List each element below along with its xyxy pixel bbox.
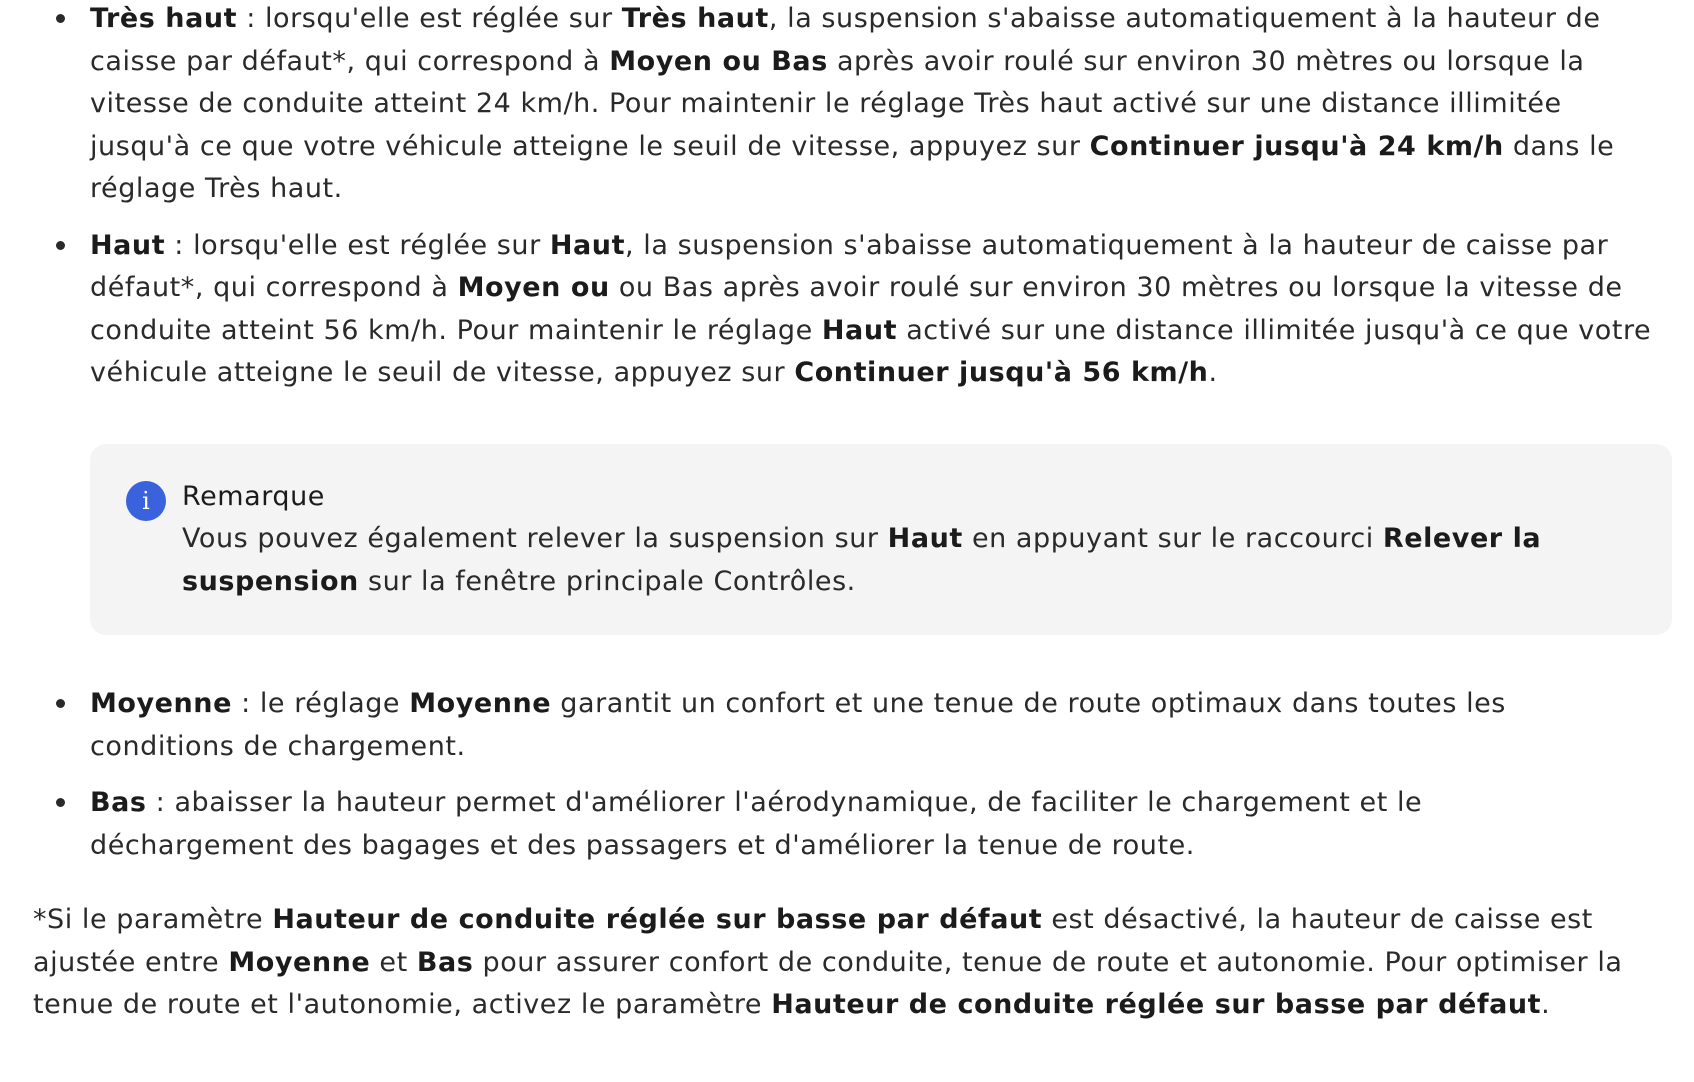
footnote bbox=[33, 899, 1673, 1027]
text-segment: sur la fenêtre principale Contrôles. bbox=[358, 565, 856, 597]
text-segment: garantit un confort et une tenue de route optimaux dans toutes les conditions de chargement. bbox=[90, 688, 1506, 762]
text-segment: ou Bas après avoir roulé sur environ 30 mètres ou lorsque la vitesse de conduite atteint 56 km/h. Pour maintenir le réglage bbox=[90, 272, 1623, 346]
text-segment: , la suspension s'abaisse automatiquement à la hauteur de caisse par défaut*, qui correspond à bbox=[90, 3, 1601, 77]
bold-segment: Bas bbox=[416, 946, 474, 978]
bold-segment: Continuer jusqu'à 56 km/h bbox=[794, 357, 1209, 388]
bold-segment: Hauteur de conduite réglée sur basse par défaut bbox=[771, 989, 1542, 1020]
note-callout bbox=[90, 444, 1672, 635]
bold-segment: Haut bbox=[887, 523, 963, 554]
bold-segment: Continuer jusqu'à 24 km/h bbox=[1089, 130, 1504, 162]
text-segment: est désactivé, la hauteur de caisse est ajustée entre bbox=[33, 904, 1593, 978]
text-segment: . bbox=[1541, 989, 1551, 1020]
list-item-tres-haut bbox=[0, 0, 1655, 211]
suspension-modes-list bbox=[0, 0, 1655, 395]
text-segment: : lorsqu'elle est réglée sur bbox=[165, 229, 550, 261]
text-segment: *Si le paramètre bbox=[33, 904, 273, 935]
text-segment: activé sur une distance illimitée jusqu'à ce que votre véhicule atteigne le seuil de vitesse, appuyez sur bbox=[90, 314, 1652, 388]
bold-segment: Relever la suspension bbox=[182, 523, 1542, 597]
note-body bbox=[182, 518, 1642, 603]
bold-segment: Moyenne bbox=[409, 688, 552, 719]
bold-segment: Moyen ou bbox=[457, 272, 610, 303]
text-segment: . bbox=[1208, 357, 1218, 388]
note-title: Remarque bbox=[182, 481, 325, 512]
text-segment: : le réglage bbox=[231, 688, 410, 719]
text-segment: dans le réglage Très haut. bbox=[90, 130, 1615, 204]
text-segment: Vous pouvez également relever la suspension sur bbox=[182, 523, 888, 554]
term-bas: Bas bbox=[90, 787, 147, 818]
text-segment: après avoir roulé sur environ 30 mètres ou lorsque la vitesse de conduite atteint 24 km/h. Pour maintenir le réglage Très haut activé sur une distance illimitée jusqu'à ce que votre véhicule atteigne le seuil de vitesse, appuyez sur bbox=[90, 45, 1585, 162]
bold-segment: Moyen ou Bas bbox=[609, 45, 828, 77]
term-haut: Haut bbox=[90, 229, 166, 261]
text-segment: : lorsqu'elle est réglée sur bbox=[237, 3, 622, 34]
bold-segment: Haut bbox=[549, 229, 626, 261]
info-icon: i bbox=[126, 481, 166, 521]
list-item-moyenne bbox=[0, 683, 1600, 768]
text-segment: : abaisser la hauteur permet d'améliorer l'aérodynamique, de faciliter le chargement et le déchargement des bagages et des passagers et d'améliorer la tenue de route. bbox=[90, 787, 1423, 861]
text-segment: pour assurer confort de conduite, tenue de route et autonomie. Pour optimiser la tenue de route et l'autonomie, activez le paramètre bbox=[33, 946, 1623, 1020]
suspension-modes-list-continued bbox=[0, 683, 1600, 867]
bold-segment: Très haut bbox=[621, 3, 769, 34]
bold-segment: Haut bbox=[821, 314, 898, 346]
text-segment: , la suspension s'abaisse automatiquement à la hauteur de caisse par défaut*, qui correspond à bbox=[90, 229, 1609, 303]
list-item-bas bbox=[0, 782, 1600, 867]
term-moyenne: Moyenne bbox=[90, 688, 232, 719]
bold-segment: Moyenne bbox=[228, 946, 371, 978]
list-item-haut bbox=[0, 225, 1655, 395]
bold-segment: Hauteur de conduite réglée sur basse par défaut bbox=[272, 904, 1043, 935]
term-tres-haut: Très haut bbox=[90, 3, 238, 34]
text-segment: et bbox=[370, 946, 417, 978]
text-segment: en appuyant sur le raccourci bbox=[962, 523, 1383, 554]
